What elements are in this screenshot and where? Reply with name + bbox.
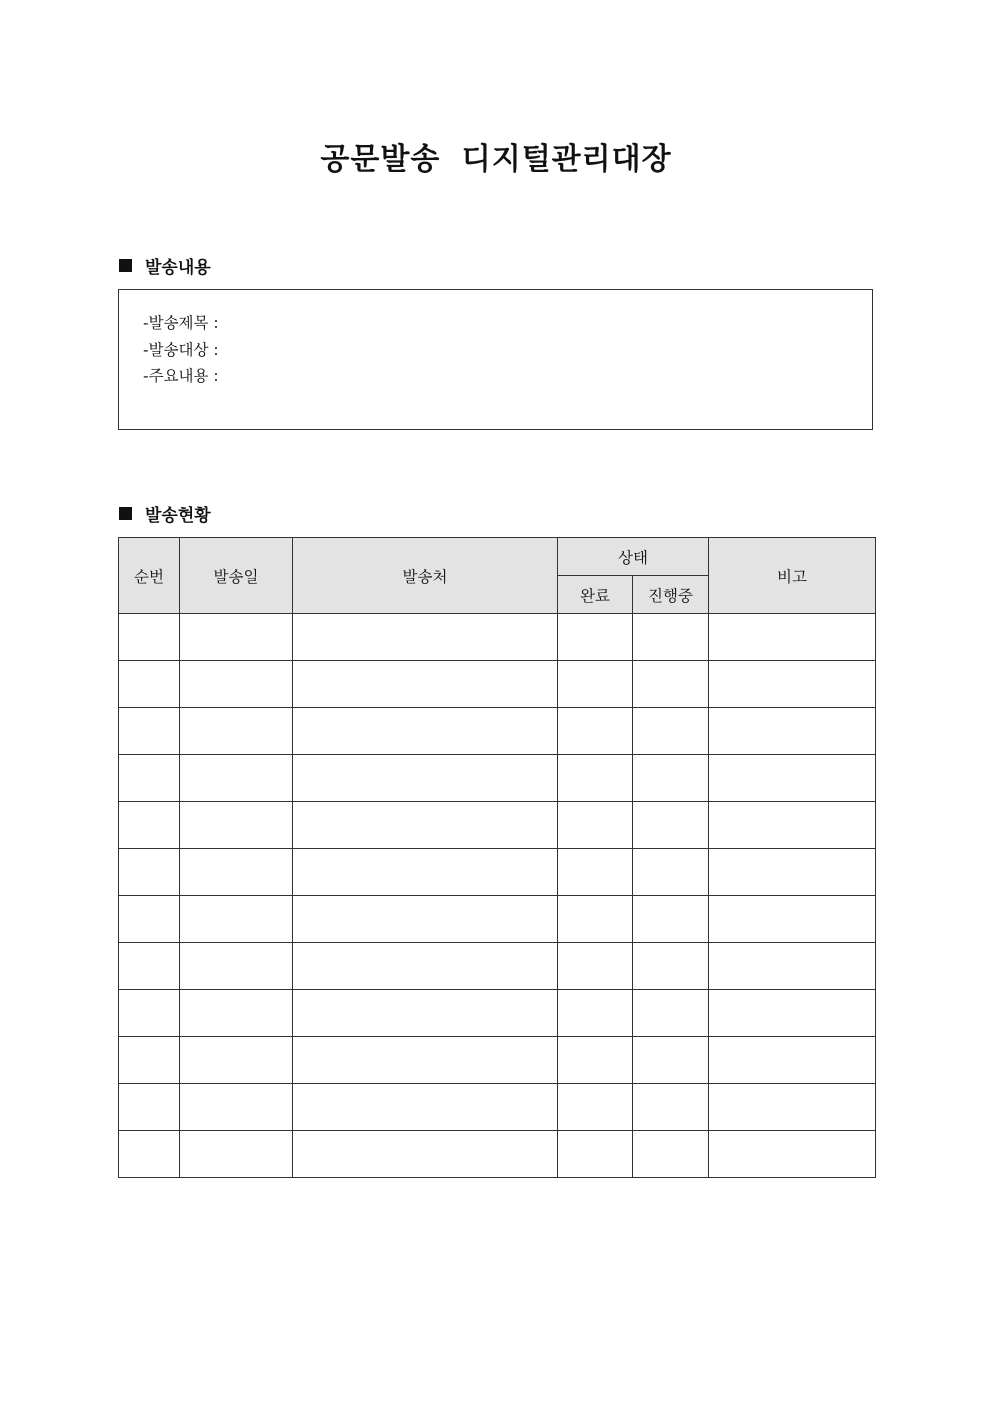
field-subject[interactable]: -발송제목 : <box>143 314 219 332</box>
cell-status-progress[interactable] <box>633 1037 709 1084</box>
cell-status-done[interactable] <box>558 990 633 1037</box>
table-row <box>119 1084 876 1131</box>
cell-status-done[interactable] <box>558 802 633 849</box>
dispatch-status-table <box>118 537 876 1178</box>
cell-status-progress[interactable] <box>633 755 709 802</box>
square-bullet-icon <box>119 259 132 272</box>
cell-remarks[interactable] <box>709 990 876 1037</box>
cell-status-progress[interactable] <box>633 802 709 849</box>
cell-recipient[interactable] <box>293 708 558 755</box>
header-status-done: 완료 <box>558 576 633 614</box>
table-row <box>119 614 876 661</box>
table-row <box>119 708 876 755</box>
cell-status-done[interactable] <box>558 943 633 990</box>
cell-remarks[interactable] <box>709 802 876 849</box>
section-heading-label: 발송현황 <box>145 506 211 526</box>
table-row <box>119 943 876 990</box>
table-row <box>119 755 876 802</box>
cell-status-progress[interactable] <box>633 896 709 943</box>
section-heading-status <box>119 501 211 526</box>
cell-remarks[interactable] <box>709 849 876 896</box>
field-main-content[interactable]: -주요내용 : <box>143 367 219 385</box>
cell-status-done[interactable] <box>558 1084 633 1131</box>
cell-date[interactable] <box>180 943 293 990</box>
cell-recipient[interactable] <box>293 802 558 849</box>
header-recipient: 발송처 <box>293 538 558 614</box>
cell-status-progress[interactable] <box>633 661 709 708</box>
cell-remarks[interactable] <box>709 614 876 661</box>
cell-no[interactable] <box>119 990 180 1037</box>
cell-no[interactable] <box>119 1037 180 1084</box>
cell-recipient[interactable] <box>293 849 558 896</box>
cell-remarks[interactable] <box>709 708 876 755</box>
header-status-progress: 진행중 <box>633 576 709 614</box>
cell-recipient[interactable] <box>293 990 558 1037</box>
cell-recipient[interactable] <box>293 1131 558 1178</box>
cell-recipient[interactable] <box>293 755 558 802</box>
section-heading-content <box>119 253 211 278</box>
cell-date[interactable] <box>180 896 293 943</box>
cell-status-progress[interactable] <box>633 990 709 1037</box>
table-row <box>119 661 876 708</box>
cell-date[interactable] <box>180 802 293 849</box>
cell-date[interactable] <box>180 1131 293 1178</box>
cell-no[interactable] <box>119 802 180 849</box>
cell-no[interactable] <box>119 849 180 896</box>
cell-date[interactable] <box>180 849 293 896</box>
cell-remarks[interactable] <box>709 1131 876 1178</box>
square-bullet-icon <box>119 507 132 520</box>
cell-remarks[interactable] <box>709 755 876 802</box>
header-no: 순번 <box>119 538 180 614</box>
cell-date[interactable] <box>180 614 293 661</box>
header-date: 발송일 <box>180 538 293 614</box>
cell-status-done[interactable] <box>558 614 633 661</box>
page-title: 공문발송 디지털관리대장 <box>320 142 672 177</box>
cell-status-done[interactable] <box>558 1131 633 1178</box>
header-status: 상태 <box>558 538 709 576</box>
table-row <box>119 990 876 1037</box>
cell-status-progress[interactable] <box>633 1084 709 1131</box>
cell-status-progress[interactable] <box>633 614 709 661</box>
cell-recipient[interactable] <box>293 943 558 990</box>
cell-date[interactable] <box>180 1037 293 1084</box>
cell-status-progress[interactable] <box>633 943 709 990</box>
cell-no[interactable] <box>119 755 180 802</box>
cell-status-done[interactable] <box>558 661 633 708</box>
cell-recipient[interactable] <box>293 614 558 661</box>
cell-date[interactable] <box>180 661 293 708</box>
cell-recipient[interactable] <box>293 1037 558 1084</box>
cell-status-done[interactable] <box>558 755 633 802</box>
cell-no[interactable] <box>119 708 180 755</box>
table-row <box>119 802 876 849</box>
cell-status-done[interactable] <box>558 1037 633 1084</box>
cell-status-progress[interactable] <box>633 849 709 896</box>
cell-no[interactable] <box>119 1084 180 1131</box>
header-remarks: 비고 <box>709 538 876 614</box>
cell-no[interactable] <box>119 661 180 708</box>
cell-no[interactable] <box>119 614 180 661</box>
content-box <box>118 289 873 430</box>
cell-recipient[interactable] <box>293 661 558 708</box>
cell-no[interactable] <box>119 943 180 990</box>
cell-remarks[interactable] <box>709 1037 876 1084</box>
cell-date[interactable] <box>180 755 293 802</box>
cell-remarks[interactable] <box>709 661 876 708</box>
cell-no[interactable] <box>119 896 180 943</box>
table-row <box>119 849 876 896</box>
cell-recipient[interactable] <box>293 896 558 943</box>
cell-status-progress[interactable] <box>633 708 709 755</box>
field-target[interactable]: -발송대상 : <box>143 340 219 359</box>
cell-date[interactable] <box>180 1084 293 1131</box>
cell-date[interactable] <box>180 990 293 1037</box>
cell-status-done[interactable] <box>558 708 633 755</box>
cell-recipient[interactable] <box>293 1084 558 1131</box>
cell-no[interactable] <box>119 1131 180 1178</box>
cell-date[interactable] <box>180 708 293 755</box>
cell-status-done[interactable] <box>558 896 633 943</box>
cell-status-done[interactable] <box>558 849 633 896</box>
section-heading-label: 발송내용 <box>145 258 211 278</box>
cell-status-progress[interactable] <box>633 1131 709 1178</box>
table-row <box>119 1037 876 1084</box>
table-row <box>119 896 876 943</box>
table-row <box>119 1131 876 1178</box>
cell-remarks[interactable] <box>709 1084 876 1131</box>
cell-remarks[interactable] <box>709 943 876 990</box>
cell-remarks[interactable] <box>709 896 876 943</box>
